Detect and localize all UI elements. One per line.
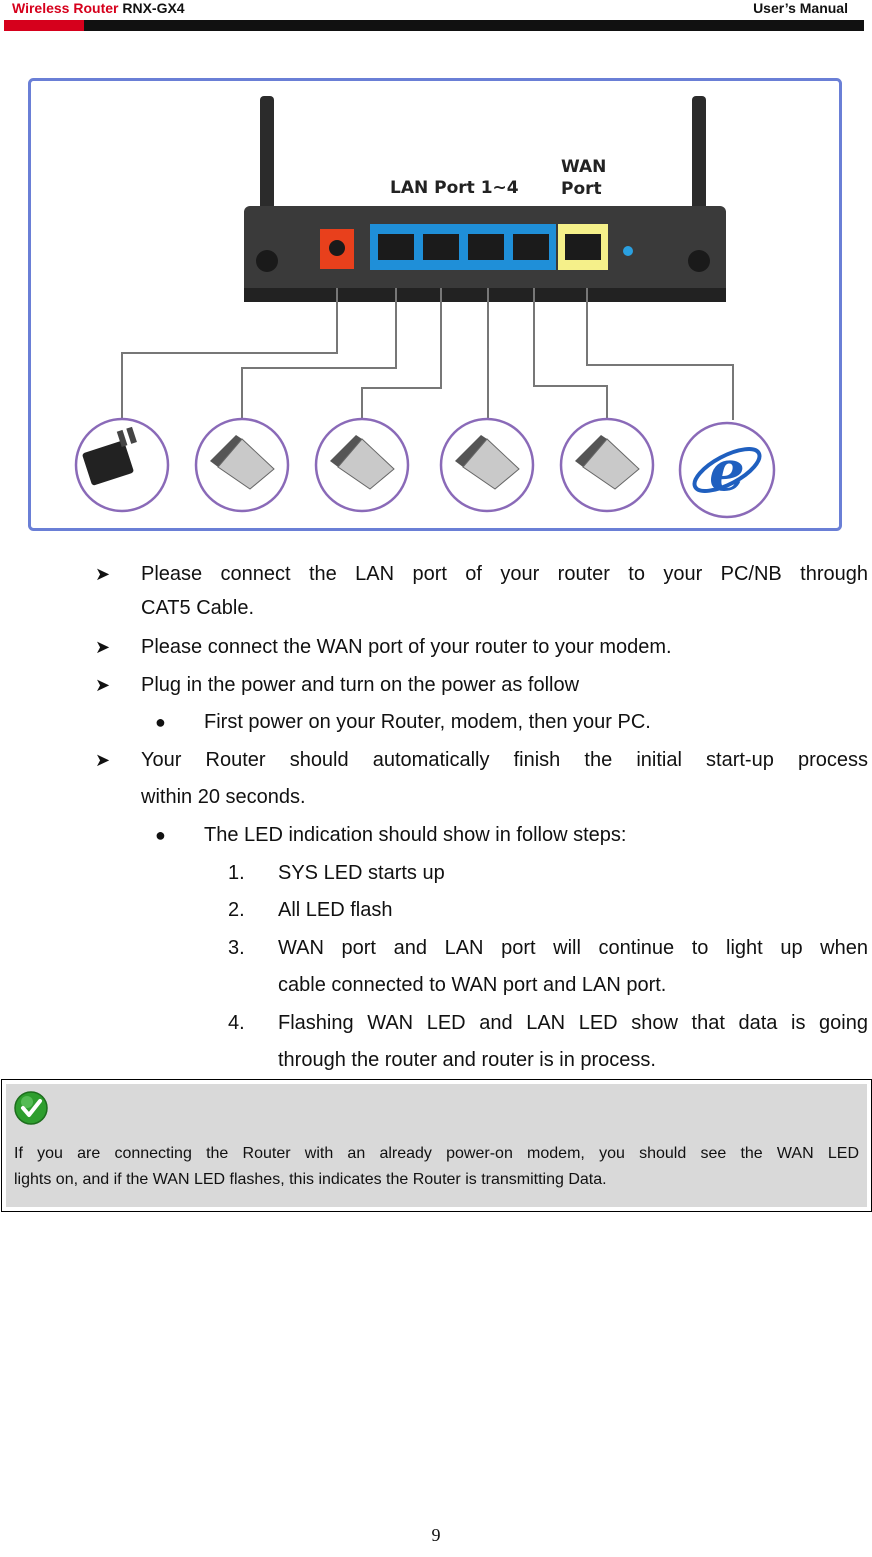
- checkmark-icon: [14, 1091, 48, 1125]
- step-4-line2: through the router and router is in process.: [278, 1049, 656, 1071]
- arrow-bullet-icon: ➤: [95, 637, 111, 657]
- header-rule: [4, 20, 864, 31]
- bullet-4-line2: within 20 seconds.: [141, 786, 306, 808]
- header-product: Wireless Router: [12, 0, 119, 16]
- step-2-text: All LED flash: [278, 899, 393, 921]
- bullet-3: Plug in the power and turn on the power as follow: [141, 674, 580, 696]
- round-bullet-icon: ●: [155, 825, 166, 845]
- lan-port-3: [468, 234, 504, 260]
- svg-text:e: e: [709, 438, 745, 504]
- note-text: [14, 1141, 859, 1193]
- step-1-number: 1.: [228, 862, 245, 884]
- step-4-number: 4.: [228, 1012, 245, 1034]
- sub-bullet-1: First power on your Router, modem, then your PC.: [204, 711, 651, 733]
- note-background: [6, 1084, 867, 1207]
- bullet-1-line2: CAT5 Cable.: [141, 597, 255, 619]
- note-box: [1, 1079, 872, 1212]
- sub-bullet-2: The LED indication should show in follow steps:: [204, 824, 627, 846]
- lan-port-4: [513, 234, 549, 260]
- page-header: [8, 0, 864, 20]
- reset-button: [623, 246, 633, 256]
- bullet-1-line1: Please connect the LAN port of your router to your PC/NB through: [141, 563, 868, 585]
- step-2-number: 2.: [228, 899, 245, 921]
- step-3-line2: cable connected to WAN port and LAN port.: [278, 974, 667, 996]
- page-number: 9: [431, 1525, 441, 1545]
- note-line-2: lights on, and if the WAN LED flashes, this indicates the Router is transmitting Data.: [14, 1171, 607, 1188]
- wan-port-label-line2: Port: [561, 179, 602, 199]
- round-bullet-icon: ●: [155, 712, 166, 732]
- arrow-bullet-icon: ➤: [95, 675, 111, 695]
- lan-port-1: [378, 234, 414, 260]
- wan-port-label-line1: WAN: [561, 157, 607, 177]
- bullet-4-line1: Your Router should automatically finish the initial start-up process: [141, 749, 868, 771]
- lan-port-label: LAN Port 1~4: [390, 178, 519, 198]
- header-manual-label: User’s Manual: [753, 0, 848, 16]
- lan-port-2: [423, 234, 459, 260]
- step-3-line1: WAN port and LAN port will continue to light up when: [278, 937, 868, 959]
- router-connection-figure: [28, 78, 842, 531]
- step-3-number: 3.: [228, 937, 245, 959]
- note-line-1: If you are connecting the Router with an already power-on modem, you should see the WAN LED: [14, 1145, 859, 1162]
- header-title: [12, 0, 185, 16]
- wan-port: [565, 234, 601, 260]
- arrow-bullet-icon: ➤: [95, 750, 111, 770]
- header-rule-red: [4, 20, 84, 31]
- arrow-bullet-icon: ➤: [95, 564, 111, 584]
- router-diagram: [28, 78, 842, 531]
- step-1-text: SYS LED starts up: [278, 862, 445, 884]
- bullet-2: Please connect the WAN port of your router to your modem.: [141, 636, 672, 658]
- step-4-line1: Flashing WAN LED and LAN LED show that data is going: [278, 1012, 868, 1034]
- header-model: RNX-GX4: [122, 0, 185, 16]
